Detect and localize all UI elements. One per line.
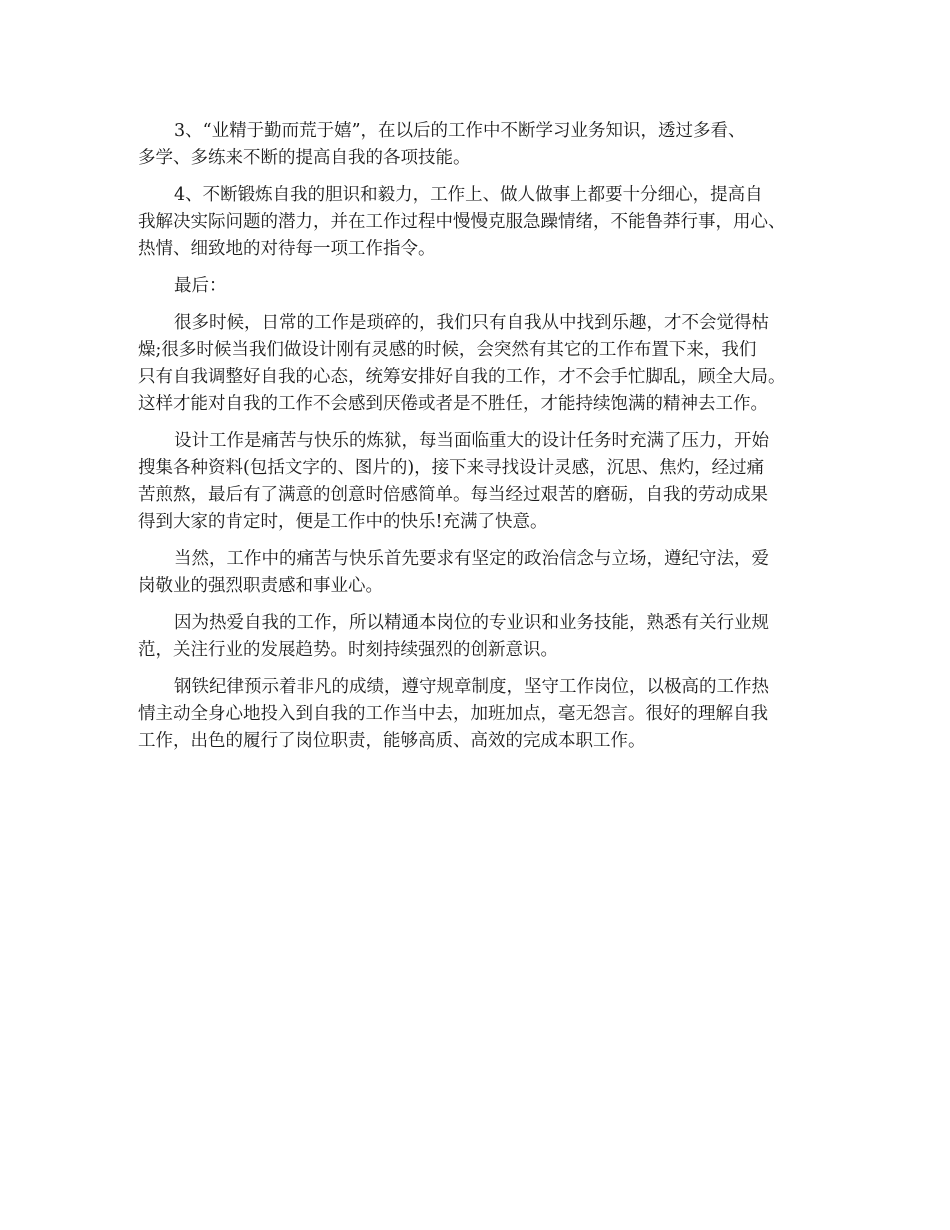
text-line: 钢铁纪律预示着非凡的成绩，遵守规章制度，坚守工作岗位，以极高的工作热 bbox=[174, 677, 769, 697]
text-line: 这样才能对自我的工作不会感到厌倦或者是不胜任，才能持续饱满的精神去工作。 bbox=[138, 394, 768, 414]
text-line: 很多时候，日常的工作是琐碎的，我们只有自我从中找到乐趣，才不会觉得枯 bbox=[174, 313, 769, 333]
text-line: 燥;很多时候当我们做设计刚有灵感的时候，会突然有其它的工作布置下来，我们 bbox=[138, 340, 757, 360]
paragraph-political-belief bbox=[138, 546, 828, 600]
paragraph-design-work bbox=[138, 428, 828, 536]
text-line: 当然，工作中的痛苦与快乐首先要求有坚定的政治信念与立场，遵纪守法，爱 bbox=[174, 549, 769, 569]
text-line: 因为热爱自我的工作，所以精通本岗位的专业识和业务技能，熟悉有关行业规 bbox=[174, 613, 769, 633]
text-line: 3、“业精于勤而荒于嬉”，在以后的工作中不断学习业务知识，透过多看、 bbox=[174, 121, 746, 141]
text-line: 范，关注行业的发展趋势。时刻持续强烈的创新意识。 bbox=[138, 640, 558, 660]
paragraph-daily-work bbox=[138, 310, 828, 418]
paragraph-item-3 bbox=[138, 118, 828, 172]
text-line: 搜集各种资料(包括文字的、图片的)，接下来寻找设计灵感，沉思、焦灼，经过痛 bbox=[138, 458, 765, 478]
text-line: 只有自我调整好自我的心态，统筹安排好自我的工作，才不会手忙脚乱，顾全大局。 bbox=[138, 367, 786, 387]
text-line: 得到大家的肯定时，便是工作中的快乐!充满了快意。 bbox=[138, 512, 548, 532]
text-line: 多学、多练来不断的提高自我的各项技能。 bbox=[138, 148, 471, 168]
text-line: 苦煎熬，最后有了满意的创意时倍感简单。每当经过艰苦的磨砺，自我的劳动成果 bbox=[138, 485, 768, 505]
document-body bbox=[138, 118, 828, 755]
paragraph-discipline bbox=[138, 674, 828, 755]
text-line: 热情、细致地的对待每一项工作指令。 bbox=[138, 239, 436, 259]
section-heading-finally bbox=[138, 273, 828, 300]
text-line: 岗敬业的强烈职责感和事业心。 bbox=[138, 576, 383, 596]
text-line: 工作，出色的履行了岗位职责，能够高质、高效的完成本职工作。 bbox=[138, 731, 646, 751]
text-line: 4、不断锻炼自我的胆识和毅力，工作上、做人做事上都要十分细心，提高自 bbox=[174, 185, 763, 205]
text-line: 情主动全身心地投入到自我的工作当中去，加班加点，毫无怨言。很好的理解自我 bbox=[138, 704, 768, 724]
text-line: 设计工作是痛苦与快乐的炼狱，每当面临重大的设计任务时充满了压力，开始 bbox=[174, 431, 769, 451]
text-line: 最后： bbox=[174, 276, 227, 296]
text-line: 我解决实际问题的潜力，并在工作过程中慢慢克服急躁情绪，不能鲁莽行事，用心、 bbox=[138, 212, 786, 232]
paragraph-love-work bbox=[138, 610, 828, 664]
paragraph-item-4 bbox=[138, 182, 828, 263]
